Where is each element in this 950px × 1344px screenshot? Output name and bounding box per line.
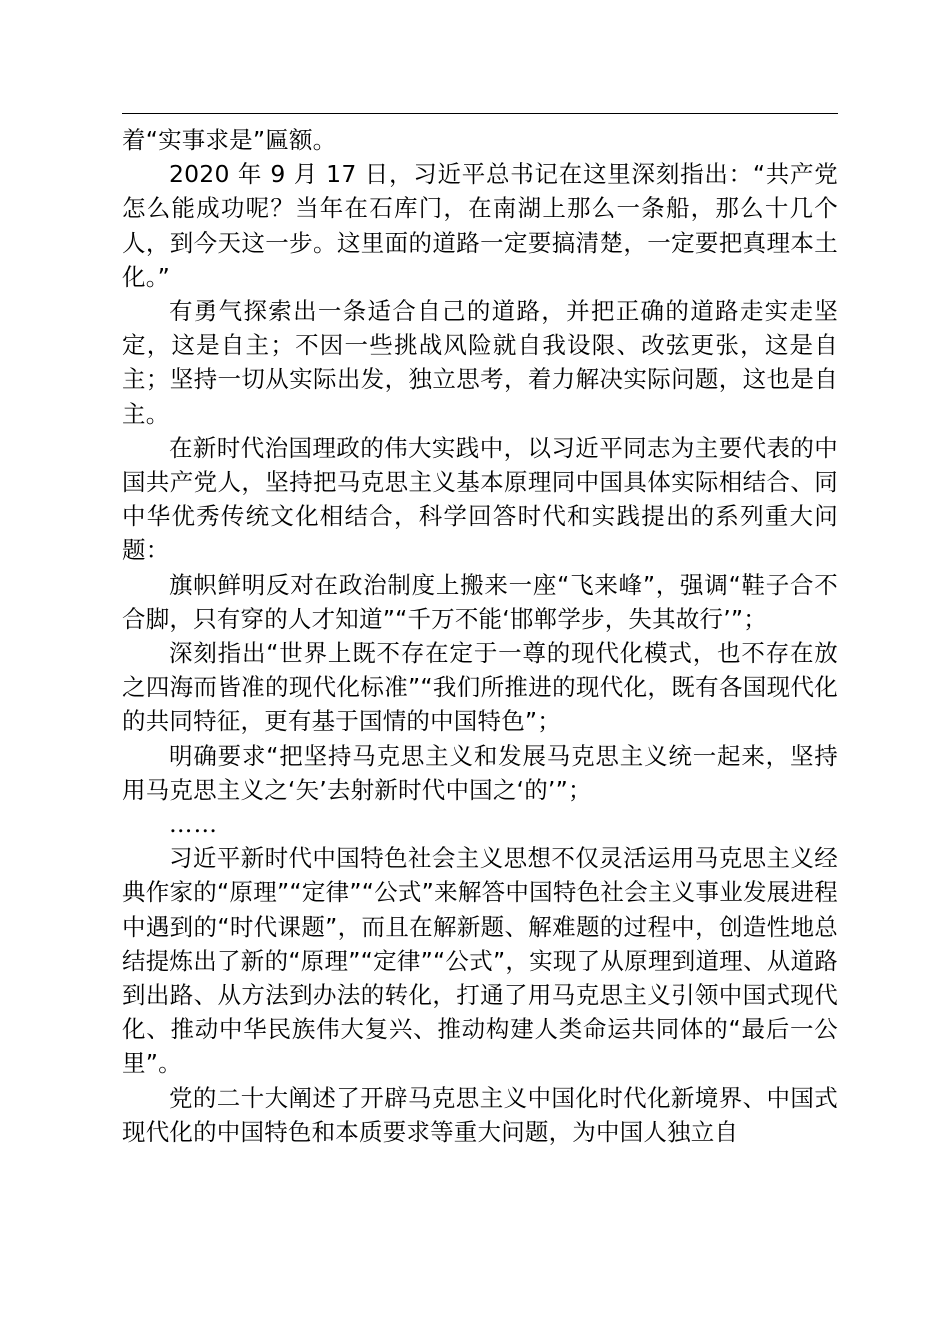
paragraph: 着“实事求是”匾额。 <box>122 126 337 154</box>
paragraph: 深刻指出“世界上既不存在定于一尊的现代化模式，也不存在放之四海而皆准的现代化标准”“我们所推进的现代化，既有各国现代化的共同特征，更有基于国情的中国特色”； <box>122 639 838 736</box>
paragraph: 2020 年 9 月 17 日，习近平总书记在这里深刻指出：“共产党怎么能成功呢？当年在石库门，在南湖上那么一条船，那么十几个人，到今天这一步。这里面的道路一定要搞清楚，一定要把真理本土化。” <box>122 160 838 291</box>
paragraph: 习近平新时代中国特色社会主义思想不仅灵活运用马克思主义经典作家的“原理”“定律”“公式”来解答中国特色社会主义事业发展进程中遇到的“时代课题”，而且在解新题、解难题的过程中，创造性地总结提炼出了新的“原理”“定律”“公式”，实现了从原理到道理、从道路到出路、从方法到办法的转化，打通了用马克思主义引领中国式现代化、推动中华民族伟大复兴、推动构建人类命运共同体的“最后一公里”。 <box>122 844 838 1078</box>
ellipsis-paragraph: …… <box>169 810 218 839</box>
paragraph: 旗帜鲜明反对在政治制度上搬来一座“飞来峰”，强调“鞋子合不合脚，只有穿的人才知道”“千万不能‘邯郸学步，失其故行’”； <box>122 570 838 633</box>
paragraph: 在新时代治国理政的伟大实践中，以习近平同志为主要代表的中国共产党人，坚持把马克思主义基本原理同中国具体实际相结合、同中华优秀传统文化相结合，科学回答时代和实践提出的系列重大问题： <box>122 433 838 565</box>
document-body <box>122 123 838 1149</box>
paragraph: 有勇气探索出一条适合自己的道路，并把正确的道路走实走坚定，这是自主；不因一些挑战风险就自我设限、改弦更张，这是自主；坚持一切从实际出发，独立思考，着力解决实际问题，这也是自主。 <box>122 297 838 428</box>
header-rule <box>122 113 838 114</box>
paragraph: 党的二十大阐述了开辟马克思主义中国化时代化新境界、中国式现代化的中国特色和本质要求等重大问题，为中国人独立自 <box>122 1083 838 1146</box>
paragraph: 明确要求“把坚持马克思主义和发展马克思主义统一起来，坚持用马克思主义之‘矢’去射新时代中国之‘的’”； <box>122 741 838 804</box>
